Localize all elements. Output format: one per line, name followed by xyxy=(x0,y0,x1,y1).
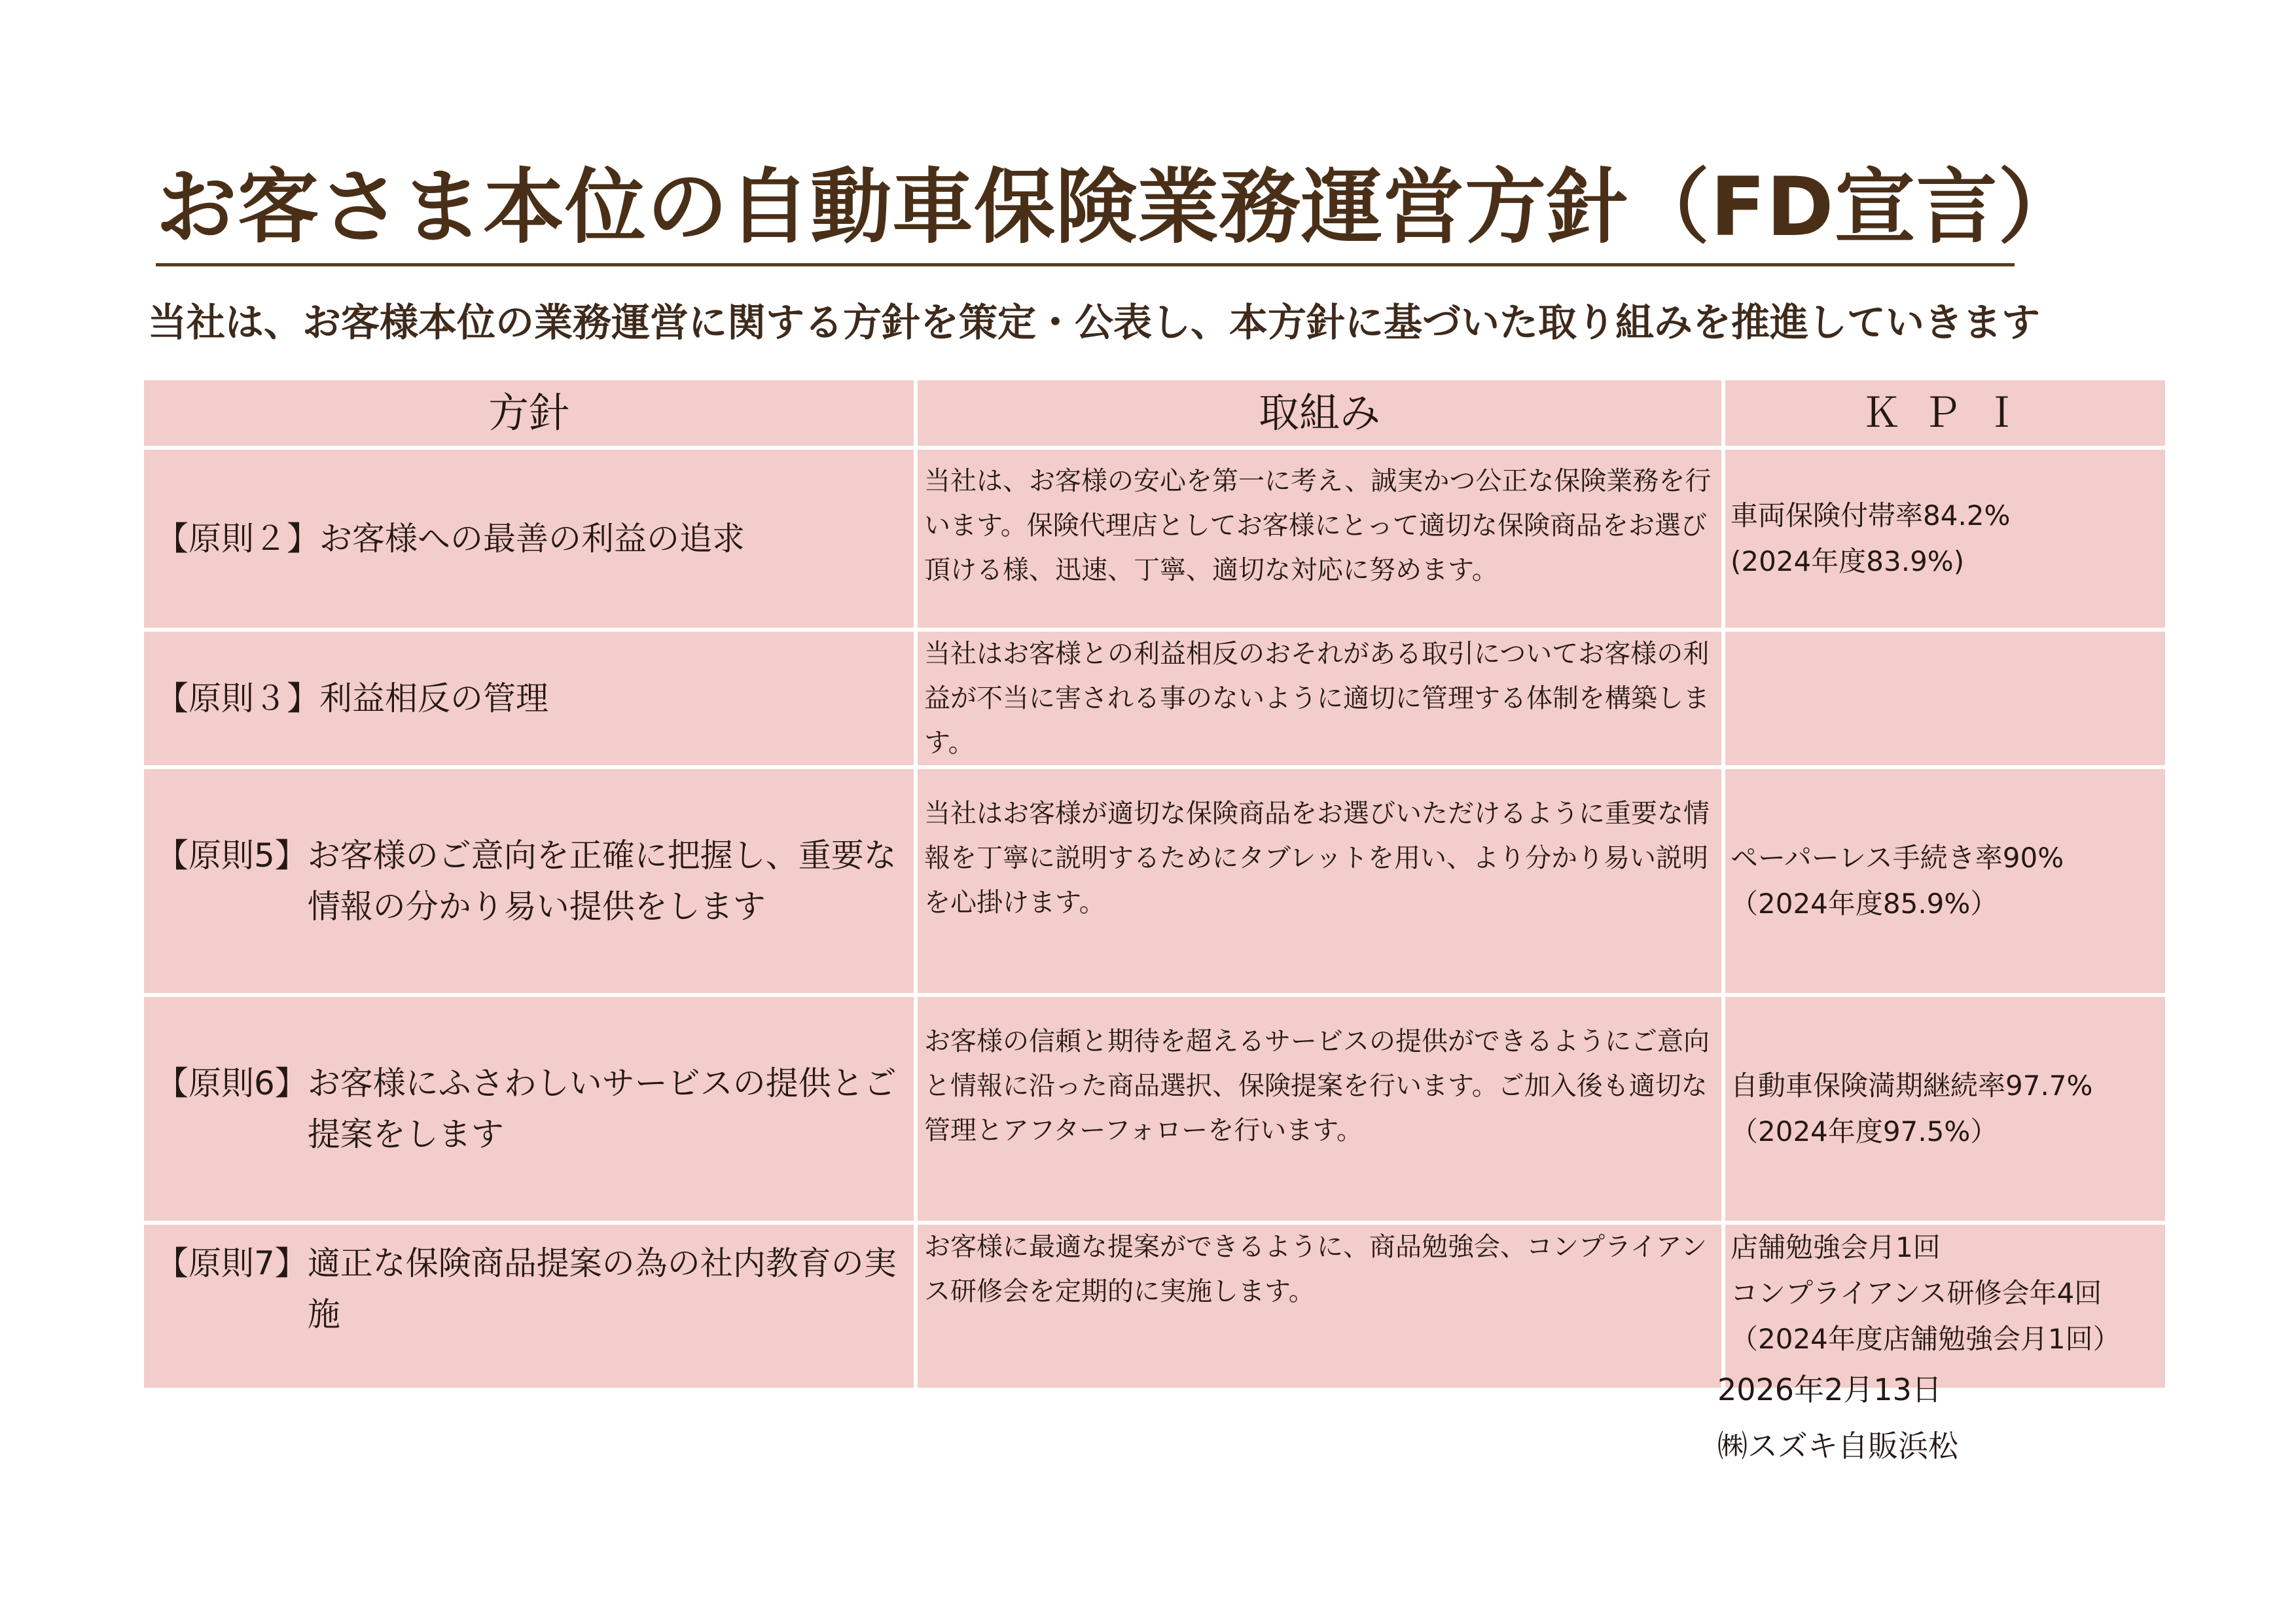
approach-cell: 当社は、お客様の安心を第一に考え、誠実かつ公正な保険業務を行います。保険代理店としてお客様にとって適切な保険商品をお選び頂ける様、迅速、丁寧、適切な対応に努めます。 xyxy=(918,450,1721,628)
page-subtitle: 当社は、お客様本位の業務運営に関する方針を策定・公表し、本方針に基づいた取り組みを推進していきます xyxy=(148,300,2041,345)
approach-cell: お客様の信頼と期待を超えるサービスの提供ができるようにご意向と情報に沿った商品選択、保険提案を行います。ご加入後も適切な管理とアフターフォローを行います。 xyxy=(918,997,1721,1221)
principle-cell xyxy=(144,1225,914,1388)
kpi-line: 車両保険付帯率84.2% xyxy=(1731,499,2011,532)
principle-cell xyxy=(144,769,914,993)
principle-cell xyxy=(144,632,914,765)
header-policy: 方針 xyxy=(144,380,914,446)
policy-table xyxy=(140,376,2169,1392)
principle-number: 【原則6】 xyxy=(156,1064,308,1102)
header-kpi: ＫＰＩ xyxy=(1725,380,2165,446)
principle-number: 【原則5】 xyxy=(156,837,308,875)
table-row xyxy=(144,769,2165,993)
approach-cell: お客様に最適な提案ができるように、商品勉強会、コンプライアンス研修会を定期的に実施します。 xyxy=(918,1225,1721,1388)
kpi-line: ペーパーレス手続き率90% xyxy=(1731,842,2064,874)
kpi-cell xyxy=(1725,450,2165,628)
document-date: 2026年2月13日 xyxy=(1717,1372,1942,1407)
kpi-line: （2024年度85.9%） xyxy=(1731,888,1998,920)
principle-number: 【原則7】 xyxy=(156,1244,308,1282)
principle-cell xyxy=(144,450,914,628)
principle-number: 【原則３】 xyxy=(156,679,319,717)
principle-text: 適正な保険商品提案の為の社内教育の実施 xyxy=(307,1244,897,1333)
table-header-row xyxy=(144,380,2165,446)
principle-text: お客様のご意向を正確に把握し、重要な情報の分かり易い提供をします xyxy=(307,837,897,926)
kpi-line: （2024年度97.5%） xyxy=(1731,1115,1998,1147)
company-name: ㈱スズキ自販浜松 xyxy=(1717,1428,1958,1464)
principle-number: 【原則２】 xyxy=(156,520,319,558)
principle-text: 利益相反の管理 xyxy=(319,679,548,717)
header-approach: 取組み xyxy=(918,380,1721,446)
kpi-cell xyxy=(1725,997,2165,1221)
page-title: お客さま本位の自動車保険業務運営方針（FD宣言） xyxy=(156,152,2015,266)
kpi-line: 店舗勉強会月1回 xyxy=(1731,1231,1941,1263)
kpi-cell xyxy=(1725,769,2165,993)
approach-cell: 当社はお客様との利益相反のおそれがある取引についてお客様の利益が不当に害される事のないように適切に管理する体制を構築します。 xyxy=(918,632,1721,765)
kpi-line: （2024年度店舗勉強会月1回） xyxy=(1731,1323,2121,1355)
principle-cell xyxy=(144,997,914,1221)
table-row xyxy=(144,450,2165,628)
table-row xyxy=(144,997,2165,1221)
table-row xyxy=(144,632,2165,765)
principle-text: お客様にふさわしいサービスの提供とご提案をします xyxy=(307,1064,897,1153)
kpi-line: コンプライアンス研修会年4回 xyxy=(1731,1277,2102,1309)
footer xyxy=(1717,1362,1958,1474)
kpi-line: (2024年度83.9%) xyxy=(1731,545,1965,577)
kpi-line: 自動車保険満期継続率97.7% xyxy=(1731,1070,2093,1102)
approach-cell: 当社はお客様が適切な保険商品をお選びいただけるように重要な情報を丁寧に説明するためにタブレットを用い、より分かり易い説明を心掛けます。 xyxy=(918,769,1721,993)
principle-text: お客様への最善の利益の追求 xyxy=(319,520,745,558)
kpi-cell xyxy=(1725,632,2165,765)
